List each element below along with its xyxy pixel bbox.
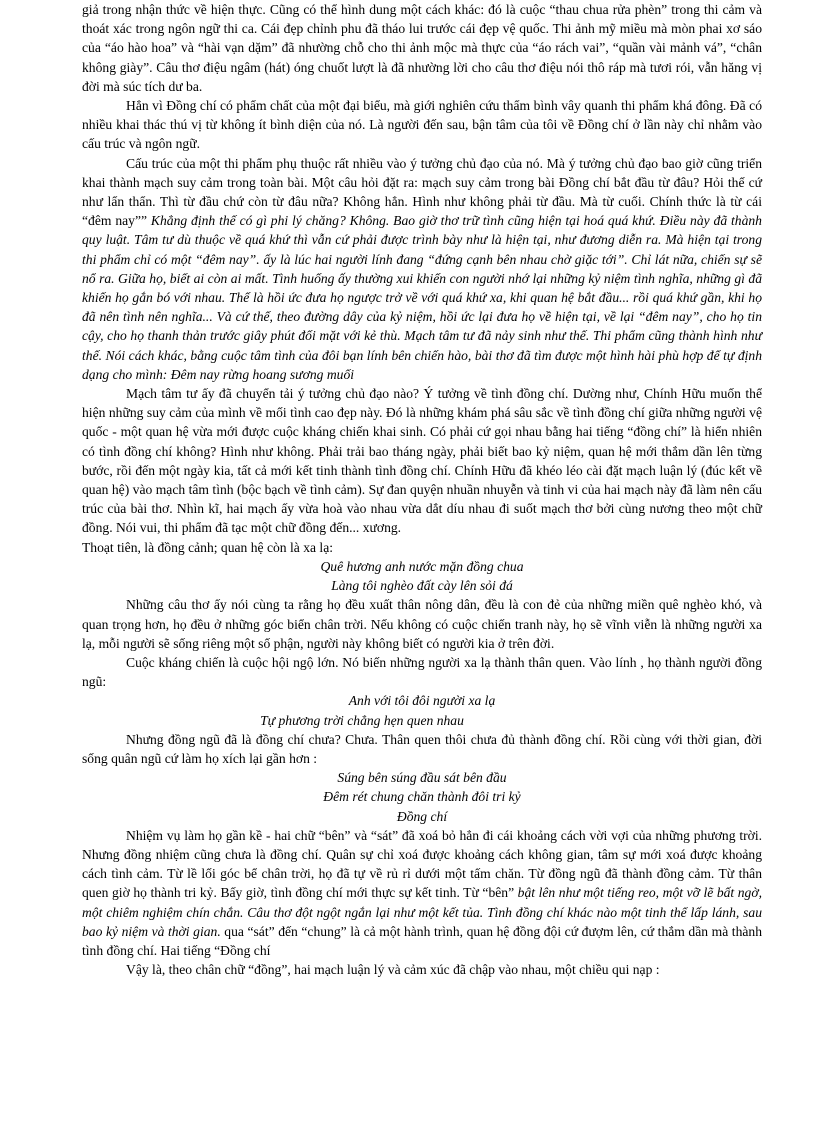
paragraph-4: Mạch tâm tư ấy đã chuyển tải ý tưởng chủ đạo nào? Ý tưởng về tình đồng chí. Dường như, Chính Hữu muốn thể hiện những suy cảm của mình về mối tình cao đẹp này. Đó là những khám phá sâu sắc về tình đồng chí giữa những người vệ quốc - một quan hệ vừa mới được cuộc kháng chiến khai sinh. Có phải cứ gọi nhau bằng hai tiếng “đồng chí” là hiển nhiên có tình đồng chí không? Hình như không. Phải trải bao tháng ngày, phải biết bao kỷ niệm, quan hệ mới thắm dần lên từng bước, rồi đến một ngày kia, tất cả mới kết tinh thành tình đồng chí. Chính Hữu đã khéo léo cài đặt mạch luận lý (đúc kết về quan hệ) vào mạch tâm tình (bộc bạch về tình cảm). Sự đan quyện nhuần nhuyễn và tinh vi của hai mạch này đã làm nên cấu trúc của bài thơ. Nhìn kĩ, hai mạch ấy vừa hoà vào nhau vừa dắt díu nhau đi suốt mạch thơ bởi cùng nương theo một chữ đồng. Nói vui, thi phẩm đã tạc một chữ đồng đến... xương.	[82, 386, 762, 536]
paragraph-2: Hẳn vì Đồng chí có phẩm chất của một đại biểu, mà giới nghiên cứu thẩm bình vây quanh thi phẩm khá đông. Đã có nhiều khai thác thú vị từ không ít bình diện của nó. Là người đến sau, bận tâm của tôi về Đồng chí ở lần này chỉ nhằm vào cấu trúc và ngôn ngữ.	[82, 98, 762, 152]
paragraph-7: Cuộc kháng chiến là cuộc hội ngộ lớn. Nó biến những người xa lạ thành thân quen. Vào lính , họ thành người đồng ngũ:	[82, 654, 762, 690]
poem-3-line-2: Đêm rét chung chăn thành đôi tri kỷ	[323, 789, 521, 805]
paragraph-6: Những câu thơ ấy nói cùng ta rằng họ đều xuất thân nông dân, đều là con đẻ của những miền quê nghèo khó, và quan trọng hơn, họ đều ở những góc biển chân trời. Nếu không có cuộc chiến tranh này, họ sẽ vĩnh viễn là những người xa lạ, mỗi người sẽ sống riêng một số phận, người này không biết có người kia ở trên đời.	[82, 597, 762, 651]
paragraph-5: Thoạt tiên, là đồng cảnh; quan hệ còn là xa lạ:	[82, 539, 334, 555]
poem-3-line-1: Súng bên súng đầu sát bên đầu	[337, 770, 507, 786]
paragraph-9-italic: bật lên như một tiếng reo, một vỡ lẽ bất ngờ, một chiêm nghiệm chín chắn. Câu thơ đột ngột ngắn lại như một kết tủa. Tình đồng chí khác nào một tinh thể lấp lánh, sau bao kỷ niệm và thời gian.	[82, 885, 762, 939]
poem-3-line-3: Đồng chí	[396, 808, 448, 824]
poem-1-line-2: Làng tôi nghèo đất cày lên sỏi đá	[331, 578, 513, 594]
poem-2-line-1: Anh với tôi đôi người xa lạ	[348, 693, 496, 709]
paragraph-3-regular: Cấu trúc của một thi phẩm phụ thuộc rất nhiều vào ý tưởng chủ đạo của nó. Mà ý tưởng chủ đạo bao giờ cũng triển khai thành mạch suy cảm trong toàn bài. Một câu hỏi đặt ra: mạch suy cảm trong bài Đồng chí bắt đầu từ đâu? Hỏi thế cứ như lẩn thẩn. Thì từ đầu chứ còn từ đâu nữa? Không hẳn. Hình như không phải từ đầu. Mà từ cuối. Chính thức là từ cái “đêm nay””	[82, 155, 762, 229]
paragraph-8: Nhưng đồng ngũ đã là đồng chí chưa? Chưa. Thân quen thôi chưa đủ thành đồng chí. Rồi cùng với thời gian, đời sống quân ngũ cứ làm họ xích lại gần hơn :	[82, 731, 762, 766]
poem-2-line-2: Tự phương trời chẳng hẹn quen nhau	[260, 712, 464, 728]
paragraph-9-tail: qua “sát” đến “chung” là cả một hành trình, quan hệ đồng đội cứ đượm lên, cứ thắm dần mà thành tình đồng chí. Hai tiếng “Đồng chí	[82, 923, 762, 958]
poem-1-line-1: Quê hương anh nước mặn đồng chua	[320, 558, 524, 574]
paragraph-9-regular: Nhiệm vụ làm họ gần kề - hai chữ “bên” và “sát” đã xoá bỏ hẳn đi cái khoảng cách vời vợi của những phương trời. Nhưng đồng nhiệm cũng chưa là đồng chí. Quân sự chỉ xoá được khoảng cách không gian, tâm sự mới xoá được khoảng cách tình cảm. Từ lề lối góc bể chân trời, họ đã tự về rủ rỉ dưới một tấm chăn. Từ đồng ngũ đã thành đồng cảm. Từ thân quen giờ họ thành tri kỷ. Bấy giờ, tình đồng chí mới thực sự kết tinh. Từ “bên”	[82, 827, 762, 901]
paragraph-1: giả trong nhận thức về hiện thực. Cũng có thể hình dung một cách khác: đó là cuộc “thau chua rửa phèn” trong thi cảm và thoát xác trong ngôn ngữ thi ca. Cái đẹp chỉnh phu đã tháo lui trước cái đẹp vệ quốc. Thi ảnh mỹ miều mà mòn phai xơ sáo của “áo hào hoa” và “hài vạn dặm” đã nhường chỗ cho thi ảnh mộc mà thực của “áo rách vai”, “quần vài mảnh vá”, “chân không giày”. Câu thơ điệu ngâm (hát) óng chuốt lượt là đã nhường lời cho câu thơ điệu nói thô ráp mà tươi rói, vẫn hăng vị đời mà súc tích dư ba.	[82, 2, 762, 94]
paragraph-10: Vậy là, theo chân chữ “đồng”, hai mạch luận lý và cảm xúc đã chập vào nhau, một chiều qui nạp :	[126, 962, 660, 978]
paragraph-3-italic: Khẳng định thế có gì phi lý chăng? Không. Bao giờ thơ trữ tình cũng hiện tại hoá quá khứ. Điều này đã thành quy luật. Tâm tư dù thuộc về quá khứ thì vẫn cứ phải được trình bày như là hiện tại, như đương diễn ra. Mà hiện tại trong thi phẩm chỉ có một “đêm nay”. ấy là lúc hai người lính đang “đứng cạnh bên nhau chờ giặc tới”. Chỉ lát nữa, chiến sự sẽ nổ ra. Giữa họ, biết ai còn ai mất. Tình huống ấy thường xui khiến con người nhớ lại những kỷ niệm tình nghĩa, những gì đã khiến họ gắn bó với nhau. Thế là hồi ức đưa họ ngược trở về với quá khứ xa, khi quan hệ bắt đầu... rồi quá khứ gần, khi họ đã nên tình nên nghĩa... Và cứ thế, theo đường dây của kỷ niệm, hồi ức lại đưa họ về hiện tại, về lại “đêm nay”, cho họ tin cậy, cho họ thanh thản trước giây phút đối mặt với kẻ thù. Mạch tâm tư đã nảy sinh như thế. Thi phẩm cũng thành hình như thế. Nói cách khác, bằng cuộc tâm tình của đôi bạn lính bên chiến hào, bài thơ đã tìm được một hình hài phù hợp để tự định dạng cho mình: Đêm nay rừng hoang sương muối	[82, 213, 762, 382]
paragraph-3	[82, 154, 762, 384]
document-page	[82, 0, 762, 979]
paragraph-9	[82, 826, 762, 960]
